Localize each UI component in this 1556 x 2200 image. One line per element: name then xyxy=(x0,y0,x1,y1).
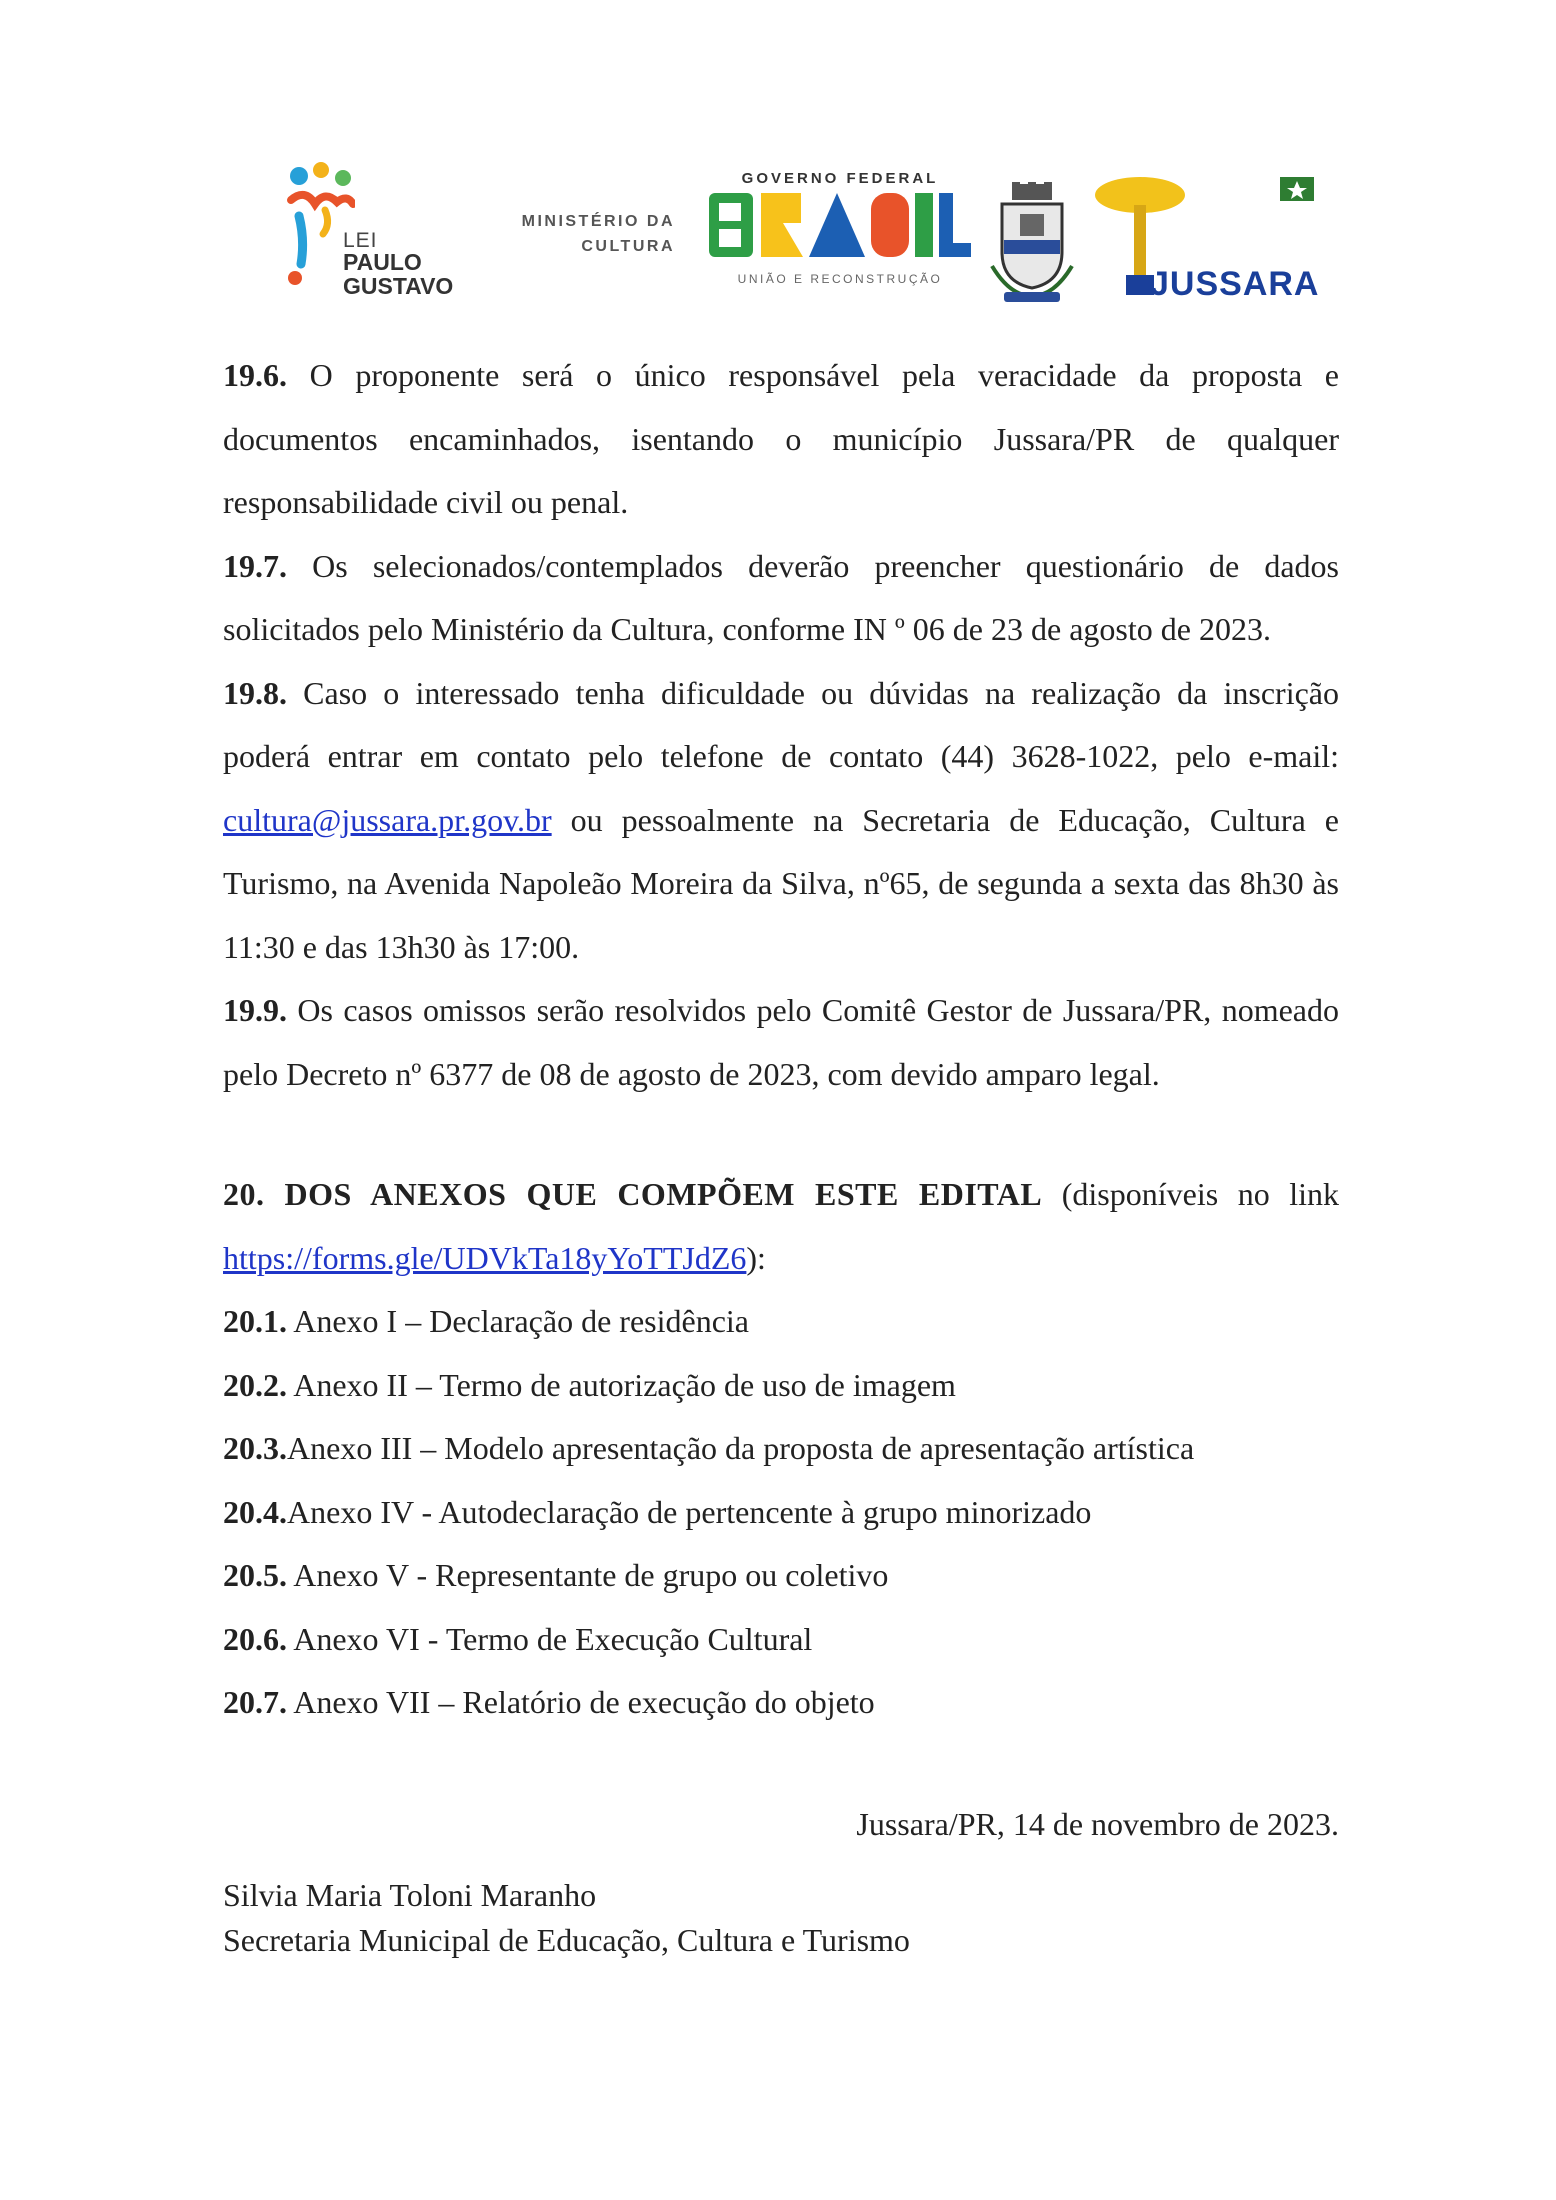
annex-number: 20.6. xyxy=(223,1620,287,1657)
jussara-title: JUSSARA xyxy=(1150,265,1320,303)
clause-19-8 xyxy=(223,662,1339,980)
clause-19-7 xyxy=(223,535,1339,662)
annex-text: Anexo III – Modelo apresentação da proposta de apresentação artística xyxy=(287,1430,1195,1466)
section-spacer xyxy=(223,1106,1339,1163)
annex-number: 20.5. xyxy=(223,1557,287,1593)
annex-item xyxy=(223,1481,1339,1545)
clause-number: 19.7. xyxy=(223,547,287,584)
section-20-heading xyxy=(223,1163,1339,1290)
section-title: DOS ANEXOS QUE COMPÕEM ESTE EDITAL xyxy=(264,1176,1043,1212)
annex-number: 20.3. xyxy=(223,1430,287,1466)
gov-top-text: GOVERNO FEDERAL xyxy=(741,170,939,187)
document-body xyxy=(223,344,1339,1735)
annex-text: Anexo V - Representante de grupo ou coletivo xyxy=(287,1557,889,1593)
prefeitura-jussara-logo xyxy=(1090,175,1320,310)
annex-item xyxy=(223,1544,1339,1608)
lei-paulo-gustavo-logo xyxy=(285,160,485,300)
annex-number: 20.7. xyxy=(223,1684,287,1720)
clause-text: Caso o interessado tenha dificuldade ou dúvidas na realização da inscrição poderá entrar em contato pelo telefone de contato (44) 3628-1022, pelo e-mail: xyxy=(223,674,1339,774)
annex-item xyxy=(223,1608,1339,1672)
ministerio-da-cultura-logo xyxy=(485,210,675,260)
governo-federal-logo xyxy=(705,170,975,300)
annex-text: Anexo II – Termo de autorização de uso de imagem xyxy=(287,1366,956,1403)
signatory-name: Silvia Maria Toloni Maranho xyxy=(223,1877,597,1913)
annex-item xyxy=(223,1671,1339,1735)
annex-number: 20.4. xyxy=(223,1493,287,1530)
section-link-close: ): xyxy=(746,1239,766,1276)
clause-number: 19.6. xyxy=(223,357,287,393)
header-logo-bar xyxy=(285,150,1335,310)
signature-block xyxy=(223,1873,910,1963)
annex-item xyxy=(223,1354,1339,1418)
annex-text: Anexo VII – Relatório de execução do objeto xyxy=(287,1684,875,1720)
clause-number: 19.9. xyxy=(223,992,287,1028)
email-link[interactable]: cultura@jussara.pr.gov.br xyxy=(223,801,552,838)
annex-number: 20.2. xyxy=(223,1366,287,1403)
clause-text: Os selecionados/contemplados deverão preencher questionário de dados solicitados pelo Ministério da Cultura, conforme IN º 06 de 23 de agosto de 2023. xyxy=(223,547,1339,647)
brasil-colored-wordmark xyxy=(709,193,971,257)
lpg-line-2: PAULO xyxy=(343,249,422,276)
clause-19-9 xyxy=(223,979,1339,1106)
signatory-role: Secretaria Municipal de Educação, Cultura e Turismo xyxy=(223,1922,910,1958)
signature-date: Jussara/PR, 14 de novembro de 2023. xyxy=(856,1806,1339,1842)
clause-19-6 xyxy=(223,344,1339,535)
lei-paulo-gustavo-wordmark xyxy=(343,230,453,298)
annex-text: Anexo IV - Autodeclaração de pertencente à grupo minorizado xyxy=(287,1493,1092,1530)
ministry-line-1: MINISTÉRIO DA xyxy=(521,213,675,230)
annex-item xyxy=(223,1290,1339,1354)
clause-number: 19.8. xyxy=(223,674,287,711)
lpg-line-1: LEI xyxy=(343,229,378,252)
annex-text: Anexo VI - Termo de Execução Cultural xyxy=(287,1620,813,1657)
clause-text: O proponente será o único responsável pela veracidade da proposta e documentos encaminhados, isentando o município Jussara/PR de qualquer responsabilidade civil ou penal. xyxy=(223,357,1339,520)
section-number: 20. xyxy=(223,1176,265,1212)
gov-bottom-text: UNIÃO E RECONSTRUÇÃO xyxy=(737,272,943,286)
section-link-intro: (disponíveis no link xyxy=(1042,1176,1340,1212)
lpg-line-3: GUSTAVO xyxy=(343,272,454,299)
annex-number: 20.1. xyxy=(223,1303,287,1339)
ministry-line-2: CULTURA xyxy=(581,237,675,255)
forms-link[interactable]: https://forms.gle/UDVkTa18yYoTTJdZ6 xyxy=(223,1239,747,1276)
clause-text-continued: ou pessoalmente na Secretaria de Educação, Cultura e Turismo, na Avenida Napoleão Moreira da Silva, nº65, de segunda a sexta das 8h30 às 11:30 e das 13h30 às 17:00. xyxy=(223,801,1339,965)
clause-text: Os casos omissos serão resolvidos pelo Comitê Gestor de Jussara/PR, nomeado pelo Decreto nº 6377 de 08 de agosto de 2023, com devido amparo legal. xyxy=(223,992,1339,1092)
municipal-coat-of-arms-icon xyxy=(990,180,1075,305)
annex-item xyxy=(223,1417,1339,1481)
annex-text: Anexo I – Declaração de residência xyxy=(287,1303,749,1339)
